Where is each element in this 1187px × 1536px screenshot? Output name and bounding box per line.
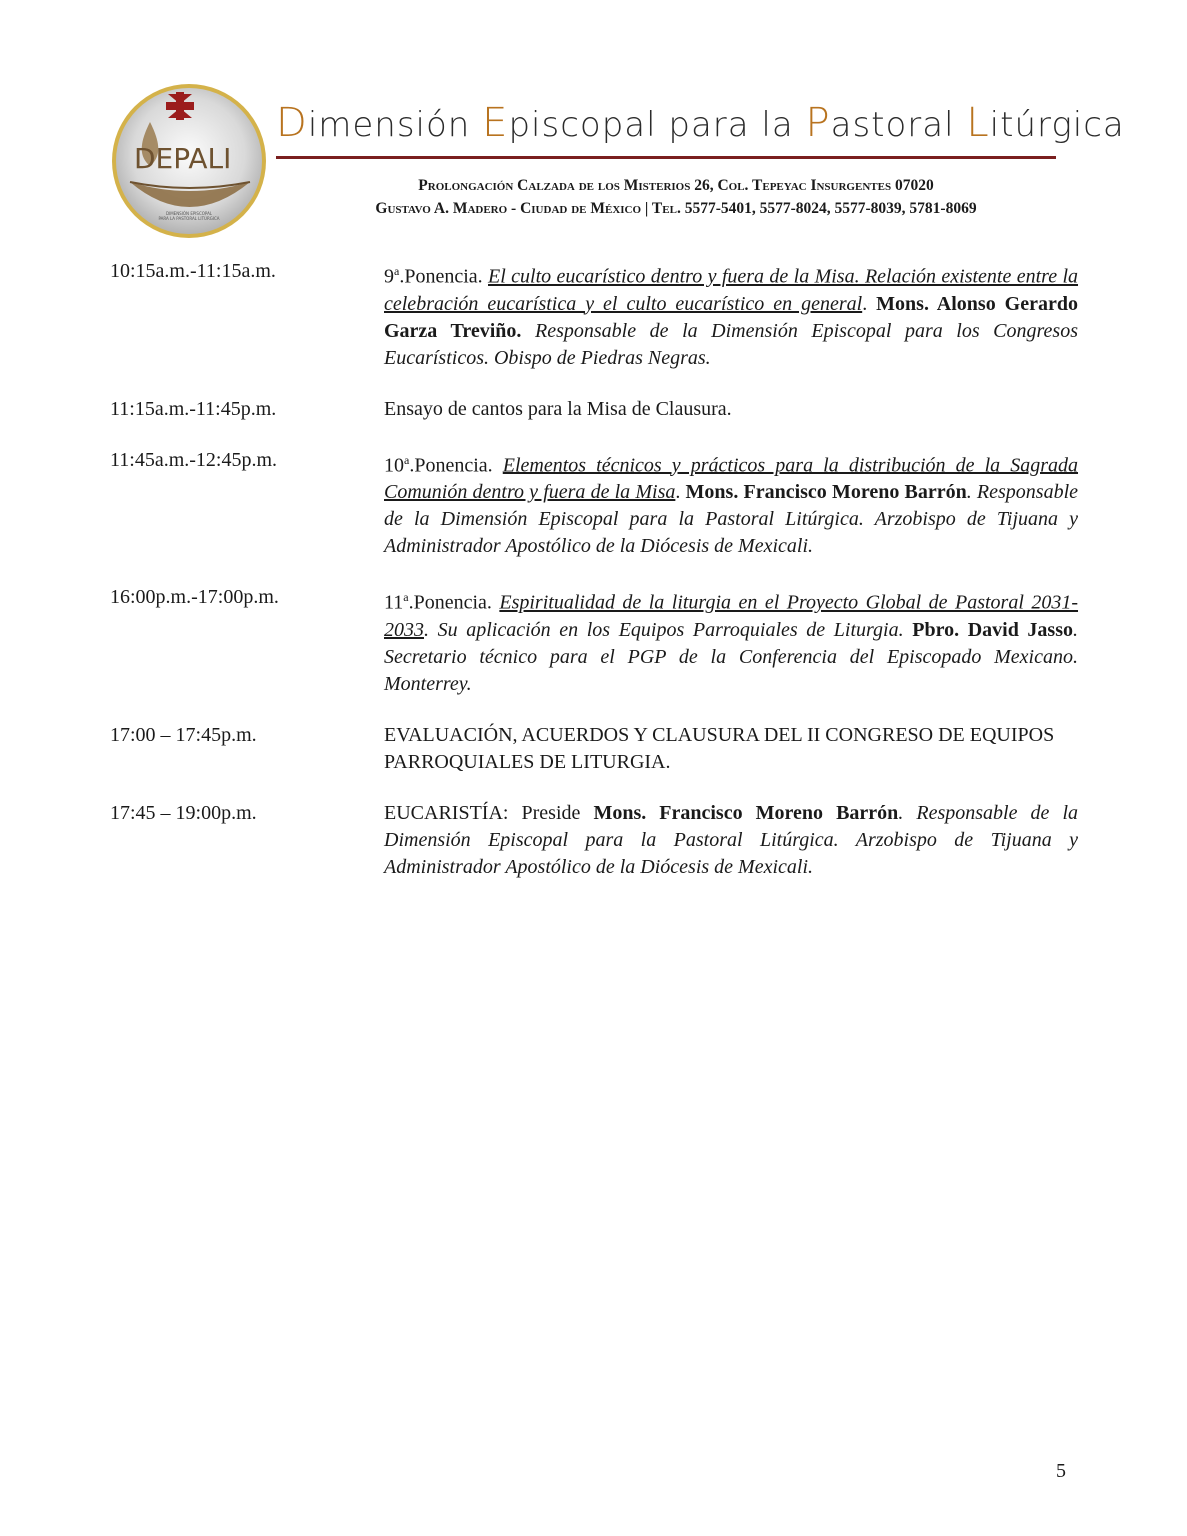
schedule-description: Ensayo de cantos para la Misa de Clausura. bbox=[384, 397, 732, 420]
address-line-2: Gustavo A. Madero - Ciudad de México | Tel. 5577-5401, 5577-8024, 5577-8039, 5781-8069 bbox=[375, 200, 977, 217]
schedule-row bbox=[110, 396, 1078, 423]
schedule-time: 11:45a.m.-12:45p.m. bbox=[110, 448, 278, 471]
header-address bbox=[276, 174, 1076, 220]
svg-text:DIMENSIÓN EPISCOPAL: DIMENSIÓN EPISCOPAL bbox=[165, 211, 213, 216]
svg-text:PARA LA PASTORAL LITÚRGICA: PARA LA PASTORAL LITÚRGICA bbox=[158, 216, 220, 221]
schedule-time: 17:45 – 19:00p.m. bbox=[110, 801, 257, 824]
schedule-time: 10:15a.m.-11:15a.m. bbox=[110, 260, 276, 282]
speaker-role: Responsable de la Dimensión Episcopal para los Congresos Eucarísticos. Obispo de Piedras Negras. bbox=[384, 319, 1078, 369]
schedule-time: 16:00p.m.-17:00p.m. bbox=[110, 586, 279, 609]
speaker-role: . Responsable de la Dimensión Episcopal para la Pastoral Litúrgica. Arzobispo de Tijuana y Administrador Apostólico de la Diócesis de Mexicali. bbox=[384, 801, 1079, 878]
speaker-role: . Responsable de la Dimensión Episcopal para la Pastoral Litúrgica. Arzobispo de Tijuana y Administrador Apostólico de la Diócesis de Mexicali. bbox=[384, 481, 1079, 558]
schedule-row bbox=[110, 447, 1078, 561]
talk-topic: Elementos técnicos y prácticos para la distribución de la Sagrada Comunión dentro y fuera de la Misa bbox=[384, 454, 1079, 504]
address-line-1: Prolongación Calzada de los Misterios 26, Col. Tepeyac Insurgentes 07020 bbox=[418, 177, 934, 194]
speaker-name: Pbro. David Jasso bbox=[912, 618, 1074, 641]
talk-topic: El culto eucarístico dentro y fuera de la Misa. Relación existente entre la celebración eucarística y el culto eucarístico en general bbox=[384, 265, 1079, 315]
speaker-name: Mons. Alonso Gerardo Garza Treviño. bbox=[384, 292, 1078, 342]
schedule-time: 11:15a.m.-11:45p.m. bbox=[110, 397, 277, 420]
schedule-row bbox=[110, 258, 1078, 372]
schedule bbox=[110, 258, 1078, 905]
schedule-description: 10$^a$.Ponencia. Elementos técnicos y prácticos para la distribución de la Sagrada Comunión dentro y fuera de la Misa. Mons. Francisco Moreno Barrón. Responsable de la Dimensión Episcopal para la Pastoral Litúrgica. Arzobispo de Tijuana y Administrador Apostólico de la Diócesis de Mexicali. bbox=[384, 452, 1079, 558]
schedule-description: 11$^a$.Ponencia. Espiritualidad de la liturgia en el Proyecto Global de Pastoral 2031-2033. Su aplicación en los Equipos Parroquiales de Liturgia. Pbro. David Jasso. Secretario técnico para el PGP de la Conferencia del Episcopado Mexicano. Monterrey. bbox=[384, 590, 1079, 695]
speaker-name: Mons. Francisco Moreno Barrón bbox=[593, 801, 899, 824]
speaker-role: . Secretario técnico para el PGP de la Conferencia del Episcopado Mexicano. Monterrey. bbox=[384, 618, 1079, 695]
talk-topic: Espiritualidad de la liturgia en el Proyecto Global de Pastoral 2031-2033 bbox=[384, 591, 1079, 641]
header-divider bbox=[276, 156, 1056, 159]
page-number: 5 bbox=[1056, 1460, 1066, 1482]
depali-logo bbox=[110, 82, 268, 240]
schedule-row bbox=[110, 722, 1078, 776]
schedule-row bbox=[110, 800, 1078, 881]
schedule-description: 9$^a$.Ponencia. El culto eucarístico dentro y fuera de la Misa. Relación existente entre la celebración eucarística y el culto eucarístico en general. Mons. Alonso Gerardo Garza Treviño. Responsable de la Dimensión Episcopal para los Congresos Eucarísticos. Obispo de Piedras Negras. bbox=[384, 264, 1079, 369]
logo-text: DEPALI bbox=[134, 142, 232, 175]
schedule-description: EUCARISTÍA: Preside Mons. Francisco Moreno Barrón. Responsable de la Dimensión Episcopal para la Pastoral Litúrgica. Arzobispo de Tijuana y Administrador Apostólico de la Diócesis de Mexicali. bbox=[384, 801, 1079, 878]
schedule-description: EVALUACIÓN, ACUERDOS Y CLAUSURA DEL II CONGRESO DE EQUIPOS PARROQUIALES DE LITURGIA. bbox=[384, 723, 1055, 773]
organization-title: Dimensión Episcopal para la Pastoral Litúrgica bbox=[276, 100, 1125, 146]
schedule-time: 17:00 – 17:45p.m. bbox=[110, 723, 257, 746]
speaker-name: Mons. Francisco Moreno Barrón bbox=[685, 481, 967, 504]
schedule-row bbox=[110, 584, 1078, 698]
